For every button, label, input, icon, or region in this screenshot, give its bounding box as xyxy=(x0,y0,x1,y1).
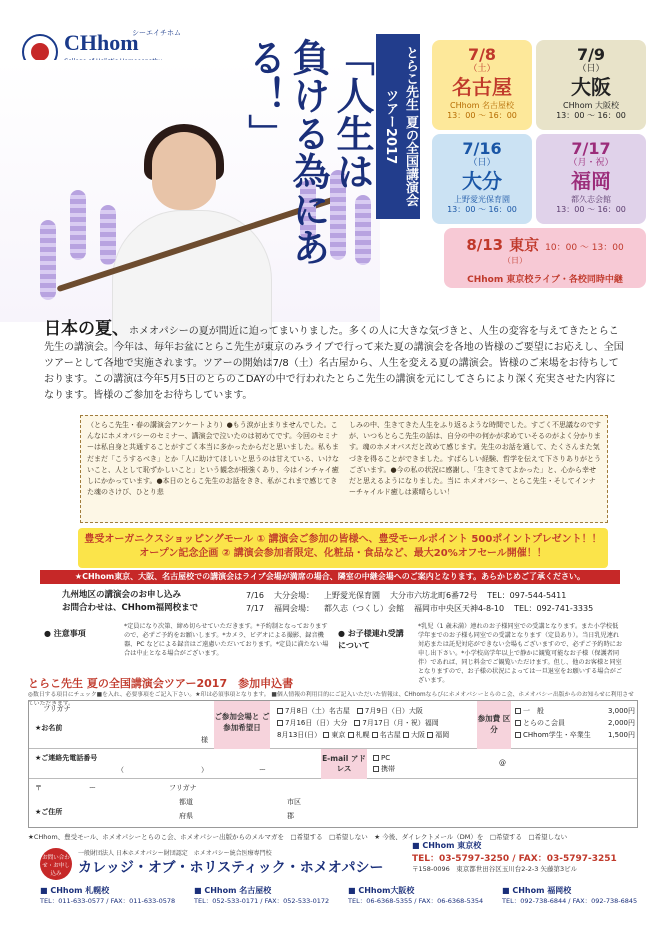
testimonials-box xyxy=(80,415,608,523)
branch-osaka xyxy=(348,885,496,905)
wisteria-flower-icon xyxy=(40,220,56,300)
checkbox[interactable] xyxy=(372,732,378,738)
branch-list xyxy=(40,885,650,905)
phone-dash: ー xyxy=(259,766,266,774)
tokyo-campus-name: ■ CHhom 東京校 xyxy=(412,841,482,850)
tokyo-campus xyxy=(412,840,642,873)
checkbox[interactable] xyxy=(357,708,363,714)
address-label: ★ご住所 xyxy=(35,808,63,816)
fee-price: 3,000円 xyxy=(607,707,635,715)
kyushu-contact xyxy=(62,589,247,615)
promo-line2: オープン記念企画 ② 講演会参加者限定、化粧品・食品など、最大20%オフセール開催！！ xyxy=(139,548,547,559)
checkbox[interactable] xyxy=(277,708,283,714)
venue-name: 都久志（つくし）会館 xyxy=(323,604,404,613)
wisteria-flower-icon xyxy=(70,190,86,260)
venue-tel: TEL：097-544-5411 xyxy=(487,591,567,600)
event-oita xyxy=(432,134,532,224)
testimonial-right: しみの中、生きてきた人生をふり返るような時間でした。すごく不思議なのですが、いつもとらこ先生の話は、自分の中の何かが求めていそるのがよく分かります。魂のホメオパスだと改めて感じます。先生のお話を通して、たくさんまた気づきを得ることができました。すばらしい経験、哲学を伝えて下さりありがとうございます。●今の私の状況に感謝し、「生きてきてよかった」と、心から幸せだと思えるようになりました。当に ホメオパシー、とらこ先生・そしてインナーチャイルド癒しは素晴らしい！ xyxy=(349,421,601,497)
fee-options xyxy=(515,705,635,741)
footer-school xyxy=(40,848,410,882)
notice-bar: ★CHhom東京、大阪、名古屋校での講演会はライブ会場が満席の場合、隣室の中継会場へのご案内となります。あらかじめご了承ください。 xyxy=(40,570,620,584)
checkbox[interactable] xyxy=(277,720,283,726)
branch-phone: TEL：06-6368-5355 / FAX：06-6368-5354 xyxy=(348,897,484,905)
venue-name: 上野愛光保育園 xyxy=(323,591,380,600)
branch-name: ■ CHhom大阪校 xyxy=(348,886,415,895)
city-label: 郡 xyxy=(287,812,294,820)
logo-kana: シーエイチホム xyxy=(132,29,181,37)
pref-label: 府県 xyxy=(179,812,193,820)
promo-line1: 豊受オーガニクスショッピングモール ① 講演会ご参加の皆様へ、豊受モールポイント 500ポイントプレゼント！！ xyxy=(84,534,602,545)
event-time: 13：00 〜 16：00 xyxy=(556,205,626,214)
branch-name: ■ CHhom 札幌校 xyxy=(40,886,110,895)
city-label: 市区 xyxy=(287,798,301,806)
event-time: 13：00 〜 16：00 xyxy=(556,111,626,120)
pref-label: 都道 xyxy=(179,798,193,806)
email-at: @ xyxy=(499,759,506,767)
email-pc-option: PC xyxy=(381,754,391,762)
sama-label: 様 xyxy=(201,736,208,744)
branch-nagoya xyxy=(194,885,342,905)
intro-body: ホメオパシーの夏が間近に迫ってまいりました。多くの人に大きな気づきと、人生の変容を与えてきたとらこ先生の講演会。今年は、毎年お盆にとらこ先生が東京のみライブで行って来た夏の講演会を各地の皆様のご要望にお応えし、全国ツアーとして各地で実施されます。ツアーの開始は7/8（土）名古屋から、人生を変える夏の講演会。皆様のご来場をお待ちしております。この講演は今年5月5日のとらのこDAYの中で行われたとらこ先生の講演を元にしてさらにより深く充実させた内容になります。皆様のご参加をお待ちしています。 xyxy=(44,326,624,401)
venue-option: 東京 xyxy=(331,731,346,739)
promo-banner xyxy=(78,528,608,568)
event-date: 7/8 xyxy=(467,45,497,64)
checkbox[interactable] xyxy=(348,732,354,738)
venue-date: 7/17 xyxy=(246,604,264,613)
footer-school-name: カレッジ・オブ・ホリスティック・ホメオパシー xyxy=(78,860,384,876)
tokyo-campus-address: 〒158-0096 東京都世田谷区玉川台2-2-3 矢藤第3ビル xyxy=(412,865,578,873)
branch-phone: TEL：092-738-6844 / FAX：092-738-6845 xyxy=(502,897,638,905)
intro-lead: 日本の夏、 xyxy=(44,319,129,339)
tokyo-campus-phone: TEL：03-5797-3250 / FAX：03-5797-3251 xyxy=(412,854,617,864)
branch-phone: TEL：011-633-0577 / FAX：011-633-0578 xyxy=(40,897,176,905)
venue-option: 7月16日（日）大分 xyxy=(285,719,348,727)
kyushu-venues xyxy=(246,589,626,615)
event-osaka xyxy=(536,40,646,130)
phone-label: ★ご連絡先電話番号 xyxy=(35,754,98,762)
postal-mark: 〒 xyxy=(35,784,42,792)
main-headline xyxy=(242,38,375,323)
checkbox[interactable] xyxy=(515,708,521,714)
venue-option: 大阪 xyxy=(411,731,426,739)
name-label: ★お名前 xyxy=(35,724,63,732)
venue-address: 大分市六坊北町6番72号 xyxy=(389,591,478,600)
event-city: 名古屋 xyxy=(452,75,512,99)
venue-options xyxy=(277,705,477,741)
form-note: ◎数日する項目にチェック■を入れ、必要事項をご記入下さい。★印は必須事項となります。 ■個人情報の利用目的にご記入いただいた情報は、CHhomならびにホメオパシーとらのこ会、ホメオパシー出版からのお知らせに利用させていただきます。 xyxy=(28,692,634,707)
phone-email-row xyxy=(29,749,637,779)
speaker-face xyxy=(152,132,216,210)
application-form xyxy=(28,700,638,828)
event-time: 10：00 〜 13：00 xyxy=(545,243,624,253)
checkbox[interactable] xyxy=(515,720,521,726)
event-date: 8/13 xyxy=(466,236,504,254)
event-time: 13：00 〜 16：00 xyxy=(447,205,517,214)
postal-dash: ー xyxy=(89,784,96,792)
caution-text: *定員になり次第、締め切らせていただきます。*予約制となっておりますので、必ずご予約をお願いします。*カメラ、ビデオによる撮影、録音機器、PC などによる録音はご遠慮いただいております。*定員に満たない場合は中止となる場合がございます。 xyxy=(124,623,329,657)
event-weekday: （月・祝） xyxy=(568,158,614,168)
testimonial-left: （とらこ先生・春の講演会アンケートより）●もう涙が止まりませんでした。こんなにホメオパシーのセミナー、講演会で泣いたのは初めてです。今回のセミナーは私自身と共通することがすごく本当に多かったからだと思いました。私もまだまだ「こうするべき」とか「人に助けてほしいと思うのは甘えている、いけないこと、人として恥ずかしいこと」という観念が根強くあり、今はインチャイ癒しにかかっています。●本日のとらこ先生のお話をきき、私がこれまで感じてきた魂のさけび、ひとり悲 xyxy=(87,421,339,497)
checkbox[interactable] xyxy=(373,755,379,761)
event-tokyo xyxy=(444,228,646,288)
event-weekday: （日） xyxy=(503,256,527,265)
fee-price: 2,000円 xyxy=(607,719,635,727)
phone-paren-open: （ xyxy=(117,766,124,774)
branch-name: ■ CHhom 福岡校 xyxy=(502,886,572,895)
newsletter-optin: ★CHhom、豊受モール、ホメオパシーとらのこ会、ホメオパシー出版からのメルマガを □希望する □希望しない ★ 今後、ダイレクトメール（DM）を □希望する □希望しない xyxy=(28,833,568,841)
venue-option: 7月17日（月・祝）福岡 xyxy=(362,719,439,727)
event-nagoya xyxy=(432,40,532,130)
kyushu-contact-line1: 九州地区の講演会のお申し込み xyxy=(62,590,182,600)
fee-option: 一 般 xyxy=(523,707,544,715)
fee-option: CHhom学生・卒業生 xyxy=(523,731,591,739)
event-date: 7/16 xyxy=(462,139,502,158)
venue-address: 福岡市中央区天神4-8-10 xyxy=(413,604,505,613)
email-label: E-mail アドレス xyxy=(321,749,367,779)
checkbox[interactable] xyxy=(515,732,521,738)
event-city: 大阪 xyxy=(571,75,611,99)
venue-option: 札幌 xyxy=(355,731,370,739)
event-venue: CHhom 大阪校 xyxy=(563,101,619,110)
venue-label: 福岡会場： xyxy=(273,604,314,613)
event-city: 大分 xyxy=(462,169,502,193)
checkbox[interactable] xyxy=(427,732,433,738)
name-row xyxy=(29,701,637,749)
children-badge: ● お子様連れ受講について xyxy=(338,629,404,650)
email-type-options xyxy=(373,753,395,775)
address-row xyxy=(29,779,637,829)
event-venue: 上野愛光保育園 xyxy=(454,195,510,204)
address-furigana-label: フリガナ xyxy=(169,784,197,792)
event-city: 福岡 xyxy=(571,169,611,193)
headline-line1: 「人生は xyxy=(330,38,375,190)
venue-label: ご参加会場と ご参加希望日 xyxy=(214,701,270,749)
event-venue: CHhom 名古屋校 xyxy=(450,101,514,110)
children-text: *乳児（1 歳未満）連れのお子様同室での受講となります。また小学校低学年までのお子様も同室での受講となります（定員あり）。当日乳児連れ対応または託児対応ができない会場もございますので、必ずご予約時にお申し出下さい。*小学校高学年以上で静かに観覧可能なお子様（保護者同伴）であれば、同じ料金でご観覧いただけます。但し、他のお客様と同室となりますので、お子様の状況によっては一旦退室をお願いする場合がございます。 xyxy=(418,623,623,684)
wisteria-flower-icon xyxy=(100,205,116,265)
venue-date: 7/16 xyxy=(246,591,264,600)
event-date: 7/9 xyxy=(576,45,606,64)
furigana-label: フリガナ xyxy=(43,705,71,713)
checkbox[interactable] xyxy=(354,720,360,726)
inquiry-badge: お問い合わせ・お申し込み xyxy=(40,848,72,880)
event-venue: 都久志会館 xyxy=(571,195,611,204)
event-weekday: （土） xyxy=(468,64,496,74)
event-date: 7/17 xyxy=(571,139,611,158)
branch-phone: TEL：052-533-0171 / FAX：052-533-0172 xyxy=(194,897,330,905)
venue-option: 7月8日（土）名古屋 xyxy=(285,707,350,715)
form-title: とらこ先生 夏の全国講演会ツアー2017 参加申込書 xyxy=(28,677,294,690)
checkbox[interactable] xyxy=(373,766,379,772)
event-weekday: （日） xyxy=(468,158,496,168)
fee-option: とらのこ会員 xyxy=(523,719,565,727)
branch-sapporo xyxy=(40,885,188,905)
event-weekday: （日） xyxy=(577,64,605,74)
headline-line2: 負ける為にある！」 xyxy=(242,38,331,266)
event-fukuoka xyxy=(536,134,646,224)
venue-label: 大分会場： xyxy=(273,591,314,600)
venue-option: 7月9日（日）大阪 xyxy=(364,707,423,715)
venue-option: 福岡 xyxy=(435,731,450,739)
branch-fukuoka xyxy=(502,885,650,905)
checkbox[interactable] xyxy=(323,732,329,738)
event-time: 13：00 〜 16：00 xyxy=(447,111,517,120)
phone-paren-close: ） xyxy=(201,766,208,774)
event-venue: CHhom 東京校ライブ・各校同時中継 xyxy=(467,275,623,285)
fee-price: 1,500円 xyxy=(607,731,635,739)
checkbox[interactable] xyxy=(403,732,409,738)
tour-banner: とらこ先生 夏の全国講演会ツアー2017 xyxy=(376,34,420,219)
venue-row xyxy=(246,602,626,615)
branch-name: ■ CHhom 名古屋校 xyxy=(194,886,272,895)
venue-row xyxy=(246,589,626,602)
venue-option: 名古屋 xyxy=(379,731,401,739)
fee-label: 参加費 区分 xyxy=(477,701,511,749)
footer-org: 一般財団法人 日本ホメオパシー財団認定 ホメオパシー統合医療専門校 xyxy=(78,850,272,857)
venue-tel: TEL：092-741-3335 xyxy=(514,604,594,613)
kyushu-contact-line2: お問合わせは、CHhom福岡校まで xyxy=(62,603,199,613)
intro-paragraph xyxy=(44,321,624,404)
logo-brand: CHhom xyxy=(64,30,139,55)
venue-option: 8月13日(日） xyxy=(277,731,322,739)
caution-badge: ● 注意事項 xyxy=(44,629,86,638)
event-city: 東京 xyxy=(509,236,540,254)
email-mobile-option: 携帯 xyxy=(381,765,395,773)
